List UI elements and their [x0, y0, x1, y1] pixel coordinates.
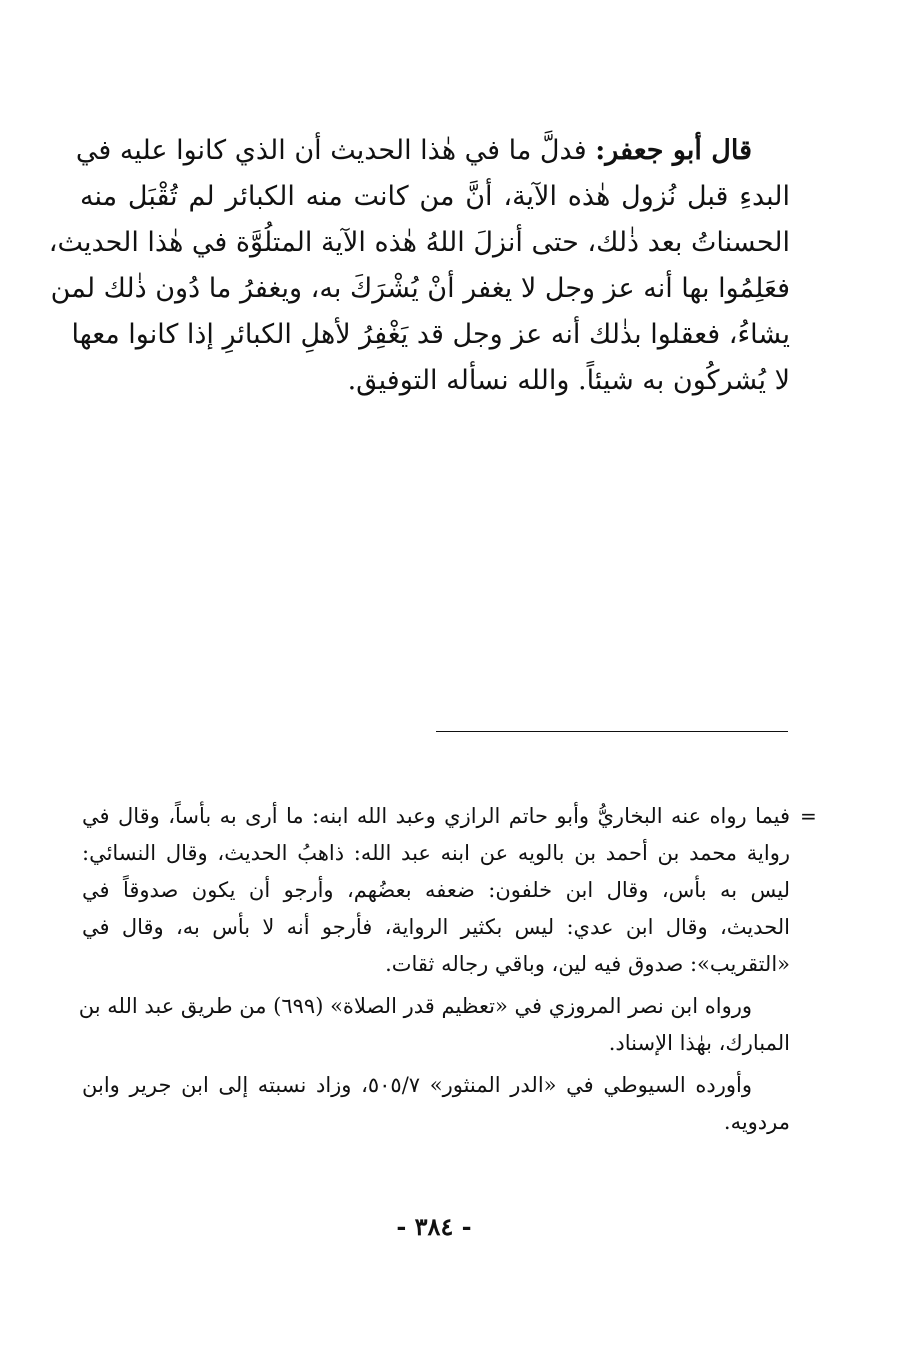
main-text-fragment: فدلَّ ما في هٰذا الحديث أن الذي كانوا عليه في [75, 135, 587, 166]
page-number: - ٣٨٤ - [396, 1212, 472, 1241]
footnote-paragraph [82, 798, 790, 983]
footnote-line: الحديث، وقال ابن عدي: ليس بكثير الرواية، فأرجو أنه لا بأس به، وقال في [82, 915, 790, 939]
main-text-body [48, 128, 790, 404]
main-text-line: لا يُشركُون به شيئاً. والله نسأله التوفيق. [347, 365, 790, 396]
footnote-separator [436, 731, 788, 732]
footnote-line: مردويه. [723, 1110, 790, 1134]
footnote-line: ليس به بأس، وقال ابن خلفون: ضعفه بعضُهم، وأرجو أن يكون صدوقاً في [82, 878, 790, 902]
footnote-line: «التقريب»: صدوق فيه لين، وباقي رجاله ثقات. [385, 952, 790, 976]
footnote-line: رواية محمد بن أحمد بن بالويه عن ابنه عبد الله: ذاهبُ الحديث، وقال النسائي: [82, 841, 790, 865]
footnote-line: المبارك، بهٰذا الإسناد. [608, 1031, 790, 1055]
footnote-line: وأورده السيوطي في «الدر المنثور» ٥٠٥/٧، وزاد نسبته إلى ابن جرير وابن [82, 1073, 752, 1097]
main-text-line: فعَلِمُوا بها أنه عز وجل لا يغفر أنْ يُشْرَكَ به، ويغفرُ ما دُون ذٰلك لمن [50, 273, 790, 304]
main-text-line [75, 128, 790, 174]
main-text-line: الحسناتُ بعد ذٰلك، حتى أنزلَ اللهُ هٰذه الآية المتلُوَّة في هٰذا الحديث، [48, 227, 790, 258]
main-text-line: البدءِ قبل نُزول هٰذه الآية، أنَّ من كانت منه الكبائر لم تُقْبَل منه [80, 181, 790, 212]
footnotes-section [78, 798, 790, 1146]
footnote-paragraph [78, 988, 790, 1062]
footnote-paragraph [82, 1067, 790, 1141]
footnote-continuation-mark: = [800, 804, 817, 828]
footnote-line: فيما رواه عنه البخاريُّ وأبو حاتم الرازي وعبد الله ابنه: ما أرى به بأساً، وقال في [82, 804, 790, 828]
main-text-line: يشاءُ، فعقلوا بذٰلك أنه عز وجل قد يَغْفِرُ لأهلِ الكبائرِ إذا كانوا معها [71, 319, 790, 350]
footnote-line: ورواه ابن نصر المروزي في «تعظيم قدر الصلاة» (٦٩٩) من طريق عبد الله بن [78, 994, 752, 1018]
speaker-label: قال أبو جعفر: [595, 135, 752, 166]
